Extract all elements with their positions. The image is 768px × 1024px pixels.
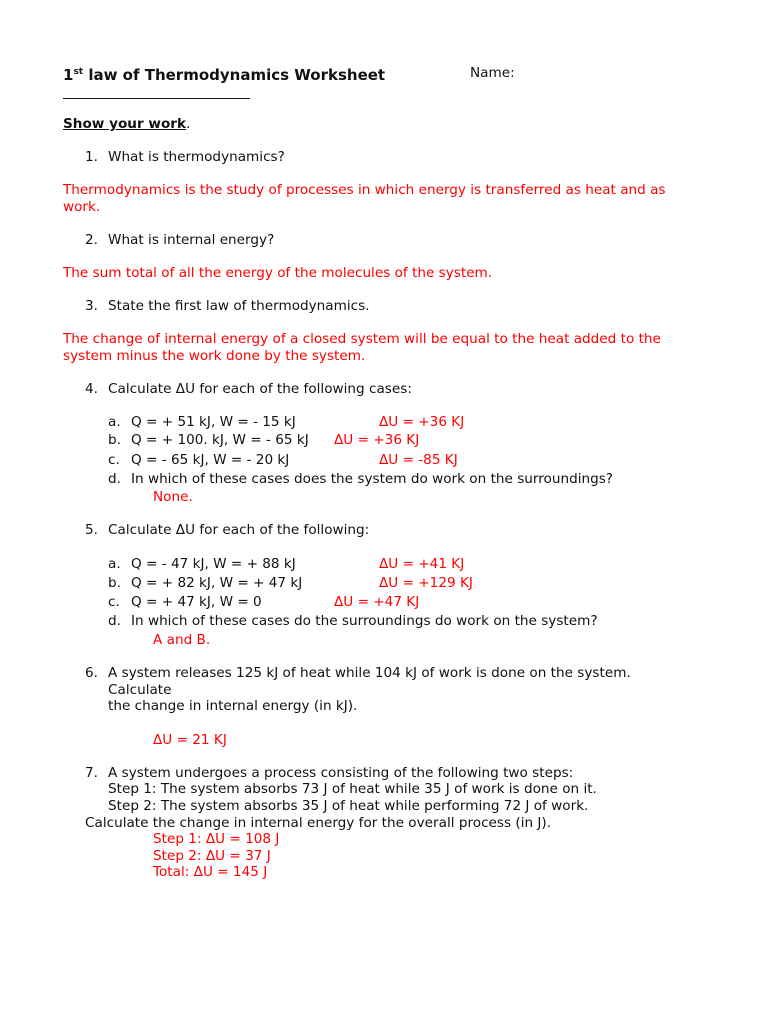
name-label: Name: xyxy=(470,65,515,81)
answer-1-line-1: Thermodynamics is the study of processes in which energy is transferred as heat and as xyxy=(63,182,666,198)
q4-item-letter: b. xyxy=(108,432,121,448)
instruction: Show your work. xyxy=(63,116,191,132)
q5-item-text: Q = + 47 kJ, W = 0 xyxy=(131,594,262,610)
question-3-text: State the first law of thermodynamics. xyxy=(108,298,370,314)
q5-item-letter: c. xyxy=(108,594,120,610)
q5-item-answer: A and B. xyxy=(153,632,211,648)
question-7-line-2: Step 1: The system absorbs 73 J of heat while 35 J of work is done on it. xyxy=(108,781,597,797)
question-7-number: 7. xyxy=(85,765,98,781)
q4-item-answer: None. xyxy=(153,489,193,505)
worksheet-title: 1st law of Thermodynamics Worksheet xyxy=(63,66,386,84)
answer-3-line-1: The change of internal energy of a closed system will be equal to the heat added to the xyxy=(63,331,661,347)
question-3-number: 3. xyxy=(85,298,98,314)
q5-item-letter: b. xyxy=(108,575,121,591)
question-7-line-3: Step 2: The system absorbs 35 J of heat while performing 72 J of work. xyxy=(108,798,589,814)
q4-item-letter: c. xyxy=(108,452,120,468)
answer-3-line-2: system minus the work done by the system. xyxy=(63,348,366,364)
q5-item-text: In which of these cases do the surroundings do work on the system? xyxy=(131,613,598,629)
q5-item-text: Q = - 47 kJ, W = + 88 kJ xyxy=(131,556,296,572)
question-6-line-1: A system releases 125 kJ of heat while 104 kJ of work is done on the system. xyxy=(108,665,631,681)
question-6-line-3: the change in internal energy (in kJ). xyxy=(108,698,358,714)
q4-item-letter: a. xyxy=(108,414,121,430)
q5-item-answer: ΔU = +47 KJ xyxy=(334,594,420,610)
question-1-text: What is thermodynamics? xyxy=(108,149,285,165)
question-7-line-4: Calculate the change in internal energy for the overall process (in J). xyxy=(85,815,552,831)
question-4-number: 4. xyxy=(85,381,98,397)
q5-item-answer: ΔU = +129 KJ xyxy=(379,575,473,591)
q4-item-answer: ΔU = -85 KJ xyxy=(379,452,458,468)
q4-item-text: Q = + 100. kJ, W = - 65 kJ xyxy=(131,432,309,448)
answer-2: The sum total of all the energy of the molecules of the system. xyxy=(63,265,493,281)
question-4-text: Calculate ΔU for each of the following cases: xyxy=(108,381,412,397)
question-1-number: 1. xyxy=(85,149,98,165)
q4-item-text: Q = + 51 kJ, W = - 15 kJ xyxy=(131,414,296,430)
q5-item-text: Q = + 82 kJ, W = + 47 kJ xyxy=(131,575,303,591)
q4-item-answer: ΔU = +36 KJ xyxy=(379,414,465,430)
q4-item-letter: d. xyxy=(108,471,121,487)
answer-7-step-1: Step 1: ΔU = 108 J xyxy=(153,831,280,847)
answer-1-line-2: work. xyxy=(63,199,101,215)
question-2-text: What is internal energy? xyxy=(108,232,275,248)
question-5-text: Calculate ΔU for each of the following: xyxy=(108,522,370,538)
q4-item-text: Q = - 65 kJ, W = - 20 kJ xyxy=(131,452,290,468)
q5-item-letter: a. xyxy=(108,556,121,572)
question-5-number: 5. xyxy=(85,522,98,538)
answer-7-total: Total: ΔU = 145 J xyxy=(153,864,268,880)
question-6-number: 6. xyxy=(85,665,98,681)
q5-item-letter: d. xyxy=(108,613,121,629)
question-6-line-2: Calculate xyxy=(108,682,172,698)
name-blank-line xyxy=(63,98,250,99)
answer-7-step-2: Step 2: ΔU = 37 J xyxy=(153,848,271,864)
question-7-line-1: A system undergoes a process consisting of the following two steps: xyxy=(108,765,574,781)
q4-item-answer: ΔU = +36 KJ xyxy=(334,432,420,448)
question-2-number: 2. xyxy=(85,232,98,248)
q4-item-text: In which of these cases does the system do work on the surroundings? xyxy=(131,471,614,487)
q5-item-answer: ΔU = +41 KJ xyxy=(379,556,465,572)
answer-6: ΔU = 21 KJ xyxy=(153,732,227,748)
